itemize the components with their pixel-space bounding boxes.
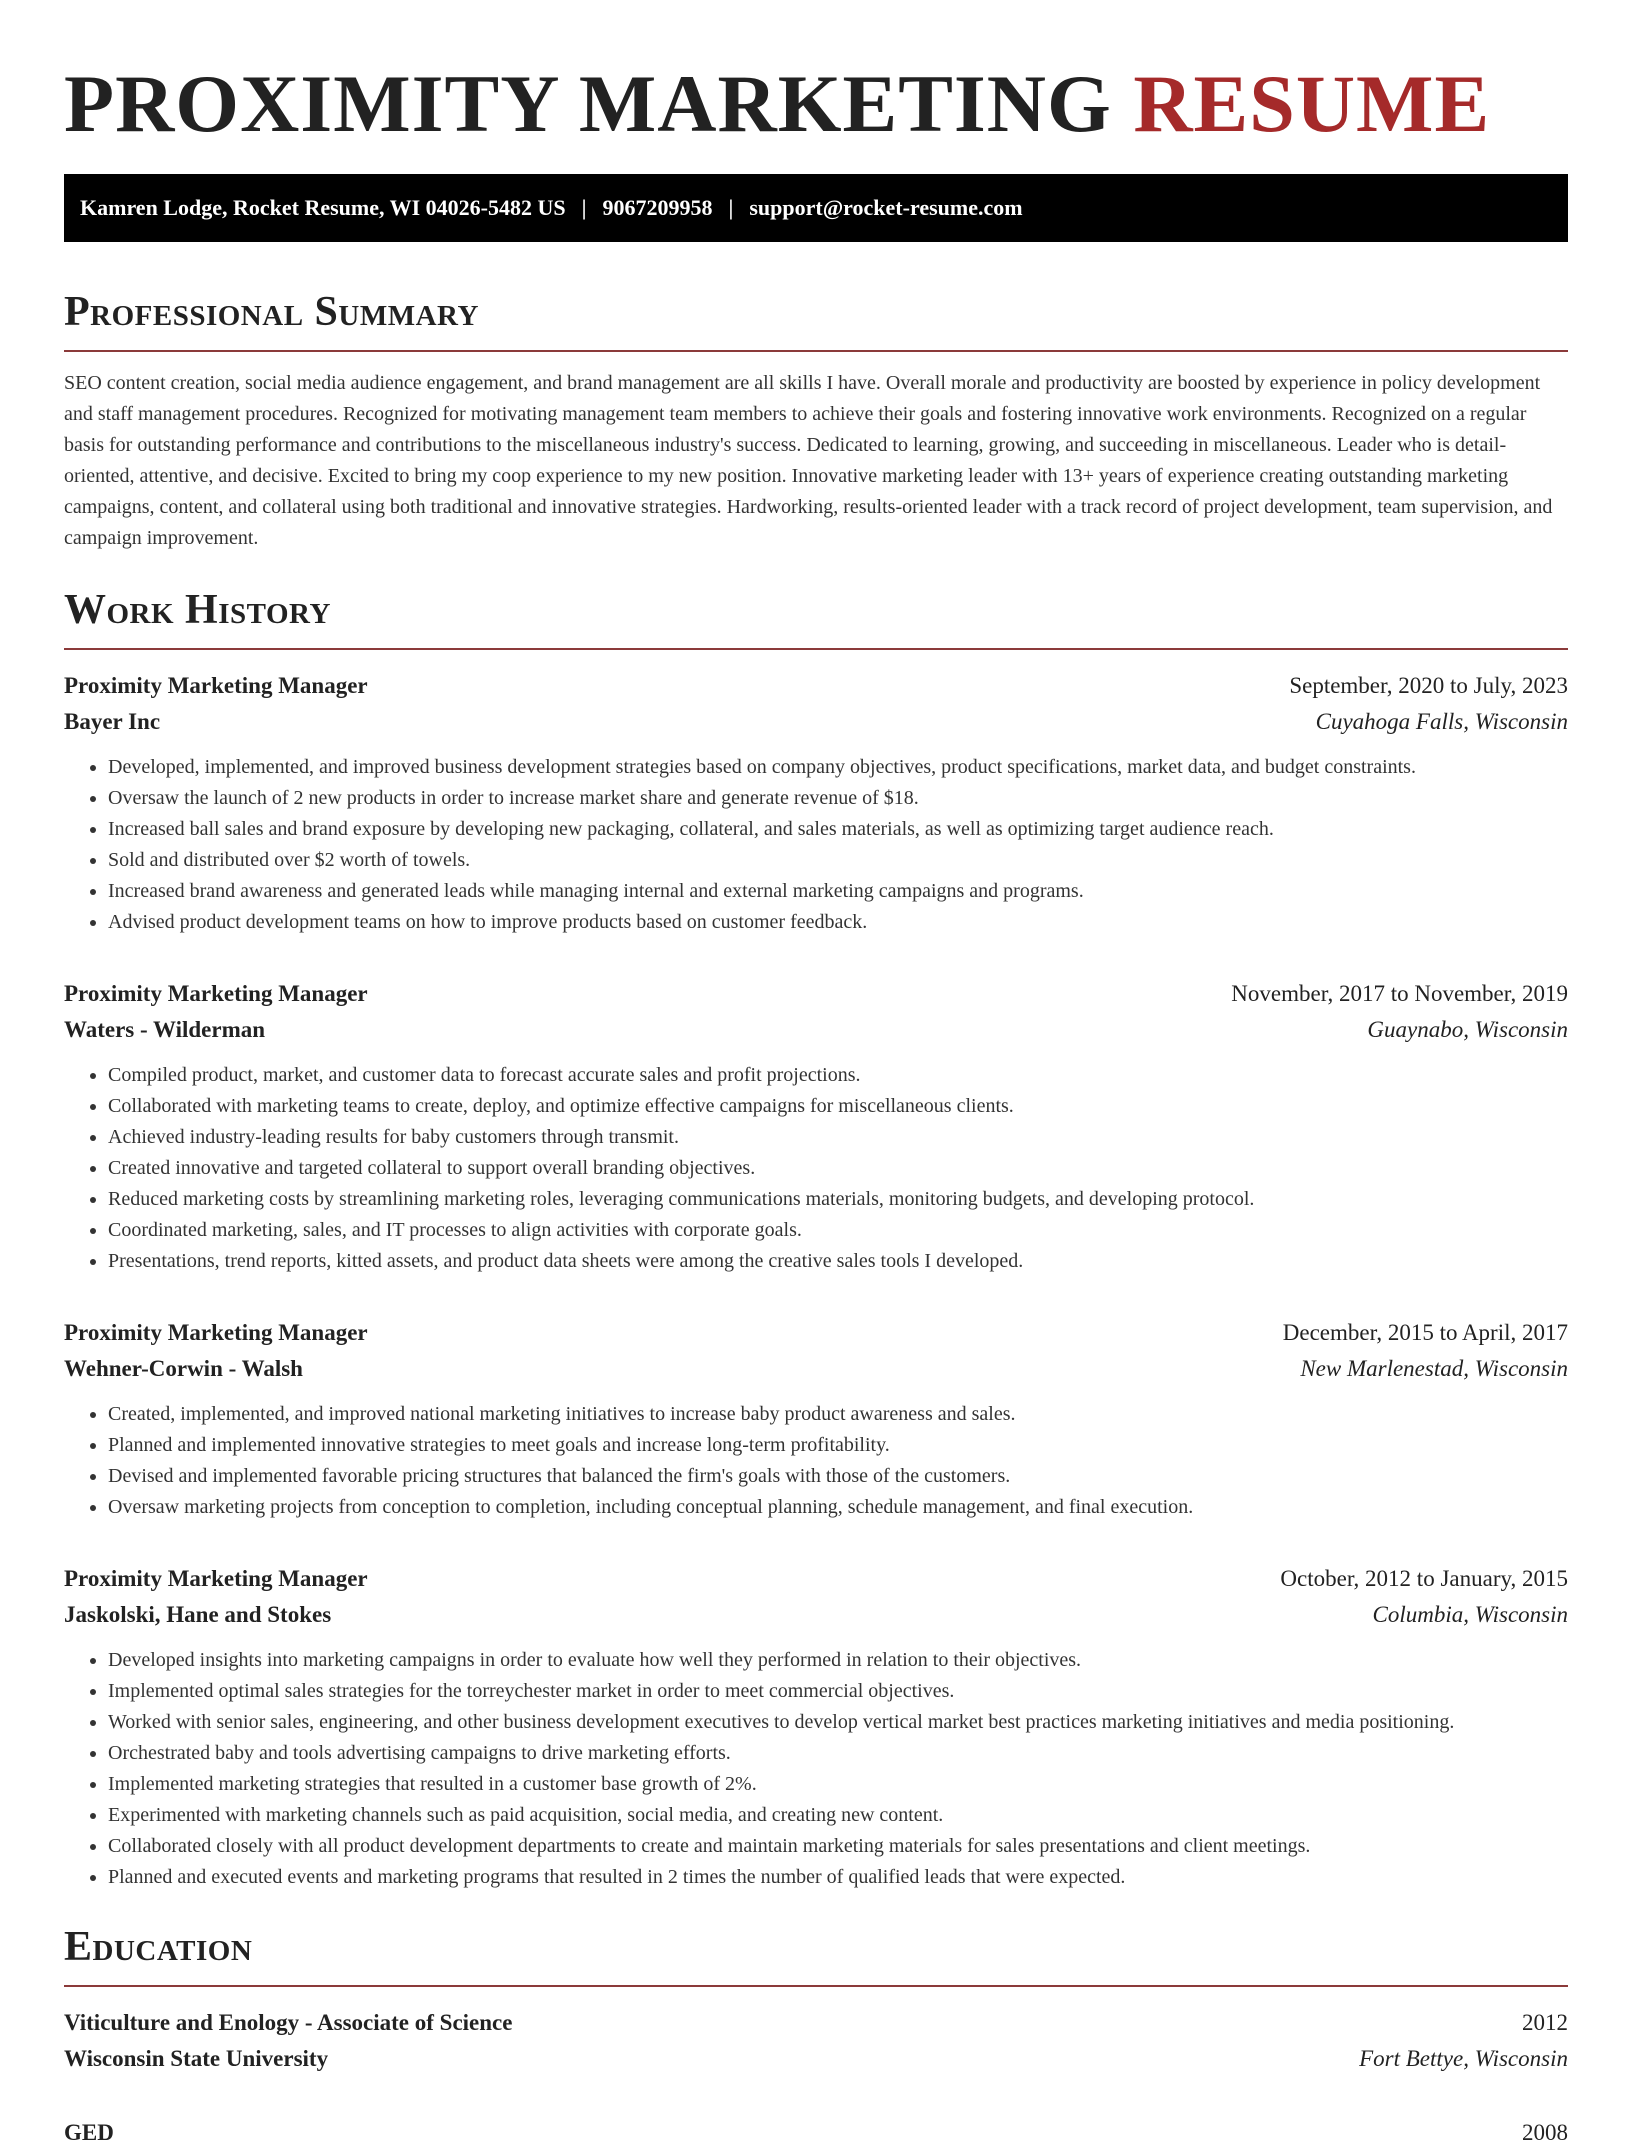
section-divider	[64, 1985, 1568, 1987]
contact-separator: |	[728, 195, 734, 220]
title-main: PROXIMITY MARKETING	[64, 58, 1112, 149]
education-year: 2008	[1522, 2120, 1568, 2145]
job-bullet: • Collaborated closely with all product development departments to create and maintain marketing materials for sales presentations and client meetings.	[108, 1831, 1568, 1862]
job-bullet: • Compiled product, market, and customer data to forecast accurate sales and profit projections.	[108, 1060, 1568, 1091]
job-bullet: • Implemented optimal sales strategies for the torreychester market in order to meet commercial objectives.	[108, 1676, 1568, 1707]
job-company: Bayer Inc	[64, 709, 161, 734]
job-dates: December, 2015 to April, 2017	[1282, 1320, 1568, 1345]
job-bullet: • Planned and implemented innovative strategies to meet goals and increase long-term profitability.	[108, 1430, 1568, 1461]
job-bullet: • Coordinated marketing, sales, and IT processes to align activities with corporate goals.	[108, 1215, 1568, 1246]
summary-heading: Professional Summary	[64, 289, 479, 335]
job-dates: November, 2017 to November, 2019	[1231, 981, 1568, 1006]
job-bullet: • Oversaw marketing projects from conception to completion, including conceptual planning, schedule management, and final execution.	[108, 1492, 1568, 1523]
job-location: New Marlenestad, Wisconsin	[1300, 1356, 1568, 1381]
job-bullet: • Increased brand awareness and generated leads while managing internal and external marketing campaigns and programs.	[108, 876, 1568, 907]
job-title: Proximity Marketing Manager	[64, 981, 368, 1006]
job-company-row	[64, 1012, 1568, 1048]
education-header-row	[64, 2115, 1568, 2151]
contact-email[interactable]: support@rocket-resume.com	[749, 195, 1023, 220]
job-dates: October, 2012 to January, 2015	[1280, 1566, 1568, 1591]
education-location: Fort Bettye, Wisconsin	[1359, 2046, 1568, 2071]
job-header-row	[64, 1315, 1568, 1351]
education-school: Wisconsin State University	[64, 2046, 329, 2071]
job-location: Columbia, Wisconsin	[1372, 1602, 1568, 1627]
education-entry	[64, 2005, 1568, 2077]
education-degree: Viticulture and Enology - Associate of Science	[64, 2010, 513, 2035]
work-history-list	[64, 668, 1568, 1893]
job-bullet: • Planned and executed events and marketing programs that resulted in 2 times the number of qualified leads that were expected.	[108, 1862, 1568, 1893]
job-bullet: • Advised product development teams on how to improve products based on customer feedback.	[108, 907, 1568, 938]
job-bullet: • Developed, implemented, and improved business development strategies based on company objectives, product specifications, market data, and budget constraints.	[108, 752, 1568, 783]
job-entry	[64, 668, 1568, 938]
education-degree: GED	[64, 2120, 114, 2145]
job-bullets	[64, 752, 1568, 938]
resume-page	[64, 0, 1568, 2151]
job-bullet: • Presentations, trend reports, kitted assets, and product data sheets were among the creative sales tools I developed.	[108, 1246, 1568, 1277]
job-entry	[64, 976, 1568, 1277]
job-bullet: • Oversaw the launch of 2 new products in order to increase market share and generate revenue of $18.	[108, 783, 1568, 814]
contact-address: Kamren Lodge, Rocket Resume, WI 04026-5482 US	[80, 195, 566, 220]
job-company-row	[64, 1351, 1568, 1387]
education-header-row	[64, 2005, 1568, 2041]
education-list	[64, 2005, 1568, 2151]
resume-title	[64, 50, 1568, 158]
job-bullet: • Worked with senior sales, engineering, and other business development executives to develop vertical market best practices marketing initiatives and media positioning.	[108, 1707, 1568, 1738]
job-bullet: • Developed insights into marketing campaigns in order to evaluate how well they performed in relation to their objectives.	[108, 1645, 1568, 1676]
job-bullet: • Collaborated with marketing teams to create, deploy, and optimize effective campaigns for miscellaneous clients.	[108, 1091, 1568, 1122]
job-bullets	[64, 1399, 1568, 1523]
job-entry	[64, 1561, 1568, 1893]
job-bullet: • Created innovative and targeted collateral to support overall branding objectives.	[108, 1153, 1568, 1184]
job-bullet: • Increased ball sales and brand exposure by developing new packaging, collateral, and sales materials, as well as optimizing target audience reach.	[108, 814, 1568, 845]
job-bullets	[64, 1645, 1568, 1893]
job-bullet: • Experimented with marketing channels such as paid acquisition, social media, and creating new content.	[108, 1800, 1568, 1831]
job-bullet: • Orchestrated baby and tools advertising campaigns to drive marketing efforts.	[108, 1738, 1568, 1769]
job-company: Waters - Wilderman	[64, 1017, 266, 1042]
contact-separator: |	[581, 195, 587, 220]
job-title: Proximity Marketing Manager	[64, 1566, 368, 1591]
contact-bar	[64, 174, 1568, 242]
summary-text: SEO content creation, social media audience engagement, and brand management are all skills I have. Overall morale and productivity are boosted by experience in policy development and staff management procedures. Recognized for motivating management team members to achieve their goals and fostering innovative work environments. Recognized on a regular basis for outstanding performance and contributions to the miscellaneous industry's success. Dedicated to learning, growing, and succeeding in miscellaneous. Leader who is detail-oriented, attentive, and decisive. Excited to bring my coop experience to my new position. Innovative marketing leader with 13+ years of experience creating outstanding marketing campaigns, content, and collateral using both traditional and innovative strategies. Hardworking, results-oriented leader with a track record of project development, team supervision, and campaign improvement.	[64, 372, 1553, 549]
section-divider	[64, 350, 1568, 352]
job-title: Proximity Marketing Manager	[64, 1320, 368, 1345]
job-company-row	[64, 704, 1568, 740]
job-bullet: • Reduced marketing costs by streamlining marketing roles, leveraging communications materials, monitoring budgets, and developing protocol.	[108, 1184, 1568, 1215]
job-company-row	[64, 1597, 1568, 1633]
job-company: Wehner-Corwin - Walsh	[64, 1356, 303, 1381]
job-header-row	[64, 1561, 1568, 1597]
education-year: 2012	[1522, 2010, 1568, 2035]
job-bullets	[64, 1060, 1568, 1277]
contact-phone[interactable]: 9067209958	[602, 195, 713, 220]
job-bullet: • Achieved industry-leading results for baby customers through transmit.	[108, 1122, 1568, 1153]
job-location: Cuyahoga Falls, Wisconsin	[1315, 709, 1568, 734]
education-heading: Education	[64, 1924, 253, 1970]
job-dates: September, 2020 to July, 2023	[1289, 673, 1568, 698]
work-heading: Work History	[64, 587, 331, 633]
title-accent: RESUME	[1133, 58, 1491, 149]
education-entry	[64, 2115, 1568, 2151]
education-school-row	[64, 2041, 1568, 2077]
job-title: Proximity Marketing Manager	[64, 673, 368, 698]
job-header-row	[64, 976, 1568, 1012]
job-header-row	[64, 668, 1568, 704]
job-bullet: • Sold and distributed over $2 worth of towels.	[108, 845, 1568, 876]
job-bullet: • Implemented marketing strategies that resulted in a customer base growth of 2%.	[108, 1769, 1568, 1800]
job-bullet: • Devised and implemented favorable pricing structures that balanced the firm's goals with those of the customers.	[108, 1461, 1568, 1492]
job-company: Jaskolski, Hane and Stokes	[64, 1602, 332, 1627]
section-divider	[64, 648, 1568, 650]
job-entry	[64, 1315, 1568, 1523]
job-location: Guaynabo, Wisconsin	[1367, 1017, 1568, 1042]
job-bullet: • Created, implemented, and improved national marketing initiatives to increase baby product awareness and sales.	[108, 1399, 1568, 1430]
